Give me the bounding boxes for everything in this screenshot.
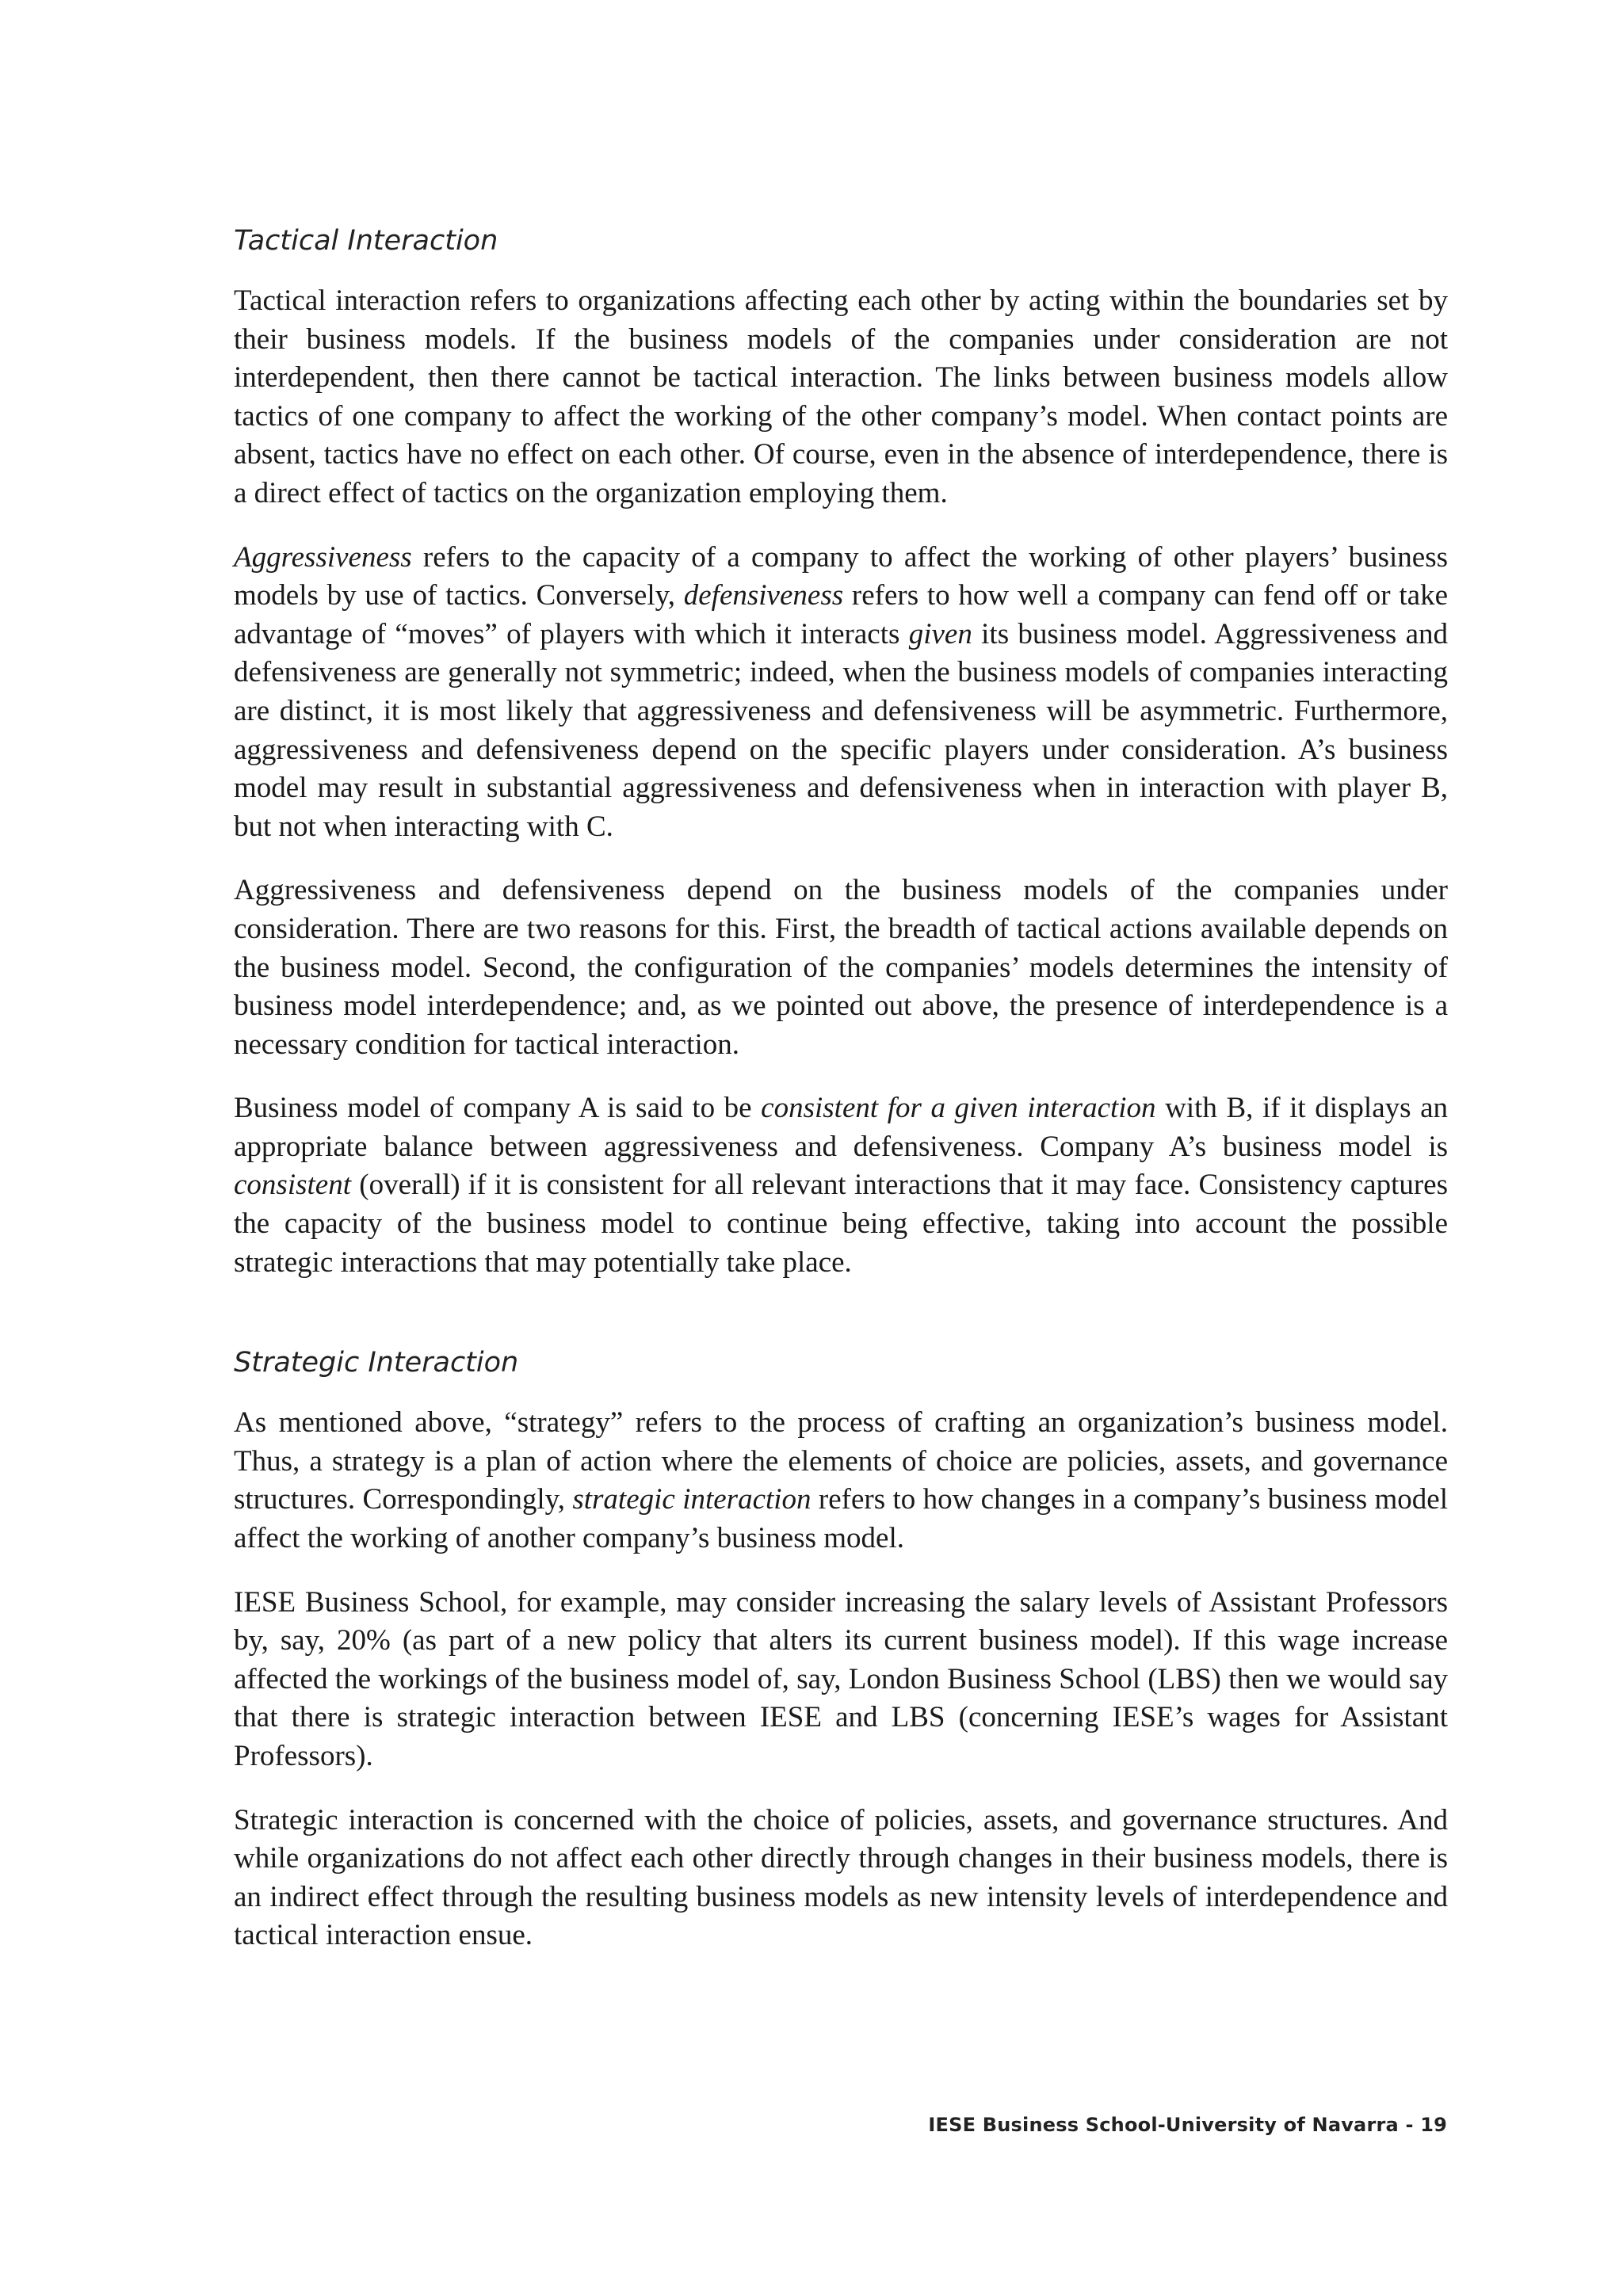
text-span: refers to how well a company can fend off or take advantage of “moves” of players with which it interacts <box>234 579 1449 650</box>
text-span: (overall) if it is consistent for all relevant interactions that it may face. Consistency captures the capacity of the business model to continue being effective, taking into account the possible strategic interactions that may potentially take place. <box>234 1169 1448 1279</box>
text-span: refers to how changes in a company’s business model affect the working of another company’s business model. <box>234 1483 1448 1555</box>
paragraph-tactical-definition: Tactical interaction refers to organizations affecting each other by acting within the boundaries set by their business models. If the business models of the companies under consideration are not interdependent, then there cannot be tactical interaction. The links between business models allow tactics of one company to affect the working of the other company’s model. When contact points are absent, tactics have no effect on each other. Of course, even in the absence of interdependence, there is a direct effect of tactics on the organization employing them. <box>234 284 1448 509</box>
paragraph-aggressiveness <box>234 539 1448 847</box>
term-consistent-given-interaction: consistent for a given interaction <box>761 1092 1156 1125</box>
paragraph-dependence: Aggressiveness and defensiveness depend on the business models of the companies under consideration. There are two reasons for this. First, the breadth of tactical actions available depends on the business model. Second, the configuration of the companies’ models determines the intensity of business model interdependence; and, as we pointed out above, the presence of interdependence is a necessary condition for tactical interaction. <box>234 874 1448 1061</box>
text-span: its business model. Aggressiveness and defensiveness are generally not symmetric; indeed, when the business models of companies interacting are distinct, it is most likely that aggressiveness and defensiveness will be asymmetric. Furthermore, aggressiveness and defensiveness depend on the specific players under consideration. A’s business model may result in substantial aggressiveness and defensiveness when in interaction with player B, but not when interacting with C. <box>234 617 1448 843</box>
term-defensiveness: defensiveness <box>683 579 844 612</box>
text-span: Business model of company A is said to be <box>234 1092 762 1125</box>
section-spacer <box>234 1307 1448 1344</box>
section-heading-strategic: Strategic Interaction <box>234 1347 519 1379</box>
page-footer: IESE Business School-University of Navarra - 19 <box>928 2114 1447 2136</box>
term-strategic-interaction: strategic interaction <box>572 1483 812 1516</box>
paragraph-strategy-definition <box>234 1404 1448 1558</box>
text-span: with B, if it displays an appropriate balance between aggressiveness and defensiveness. Company A’s business model is <box>234 1092 1448 1163</box>
document-page <box>234 222 1448 1981</box>
term-consistent: consistent <box>234 1169 351 1202</box>
paragraph-consistency <box>234 1089 1448 1282</box>
term-aggressiveness: Aggressiveness <box>234 540 412 574</box>
text-span: refers to the capacity of a company to affect the working of other players’ business models by use of tactics. Conversely, <box>234 540 1448 612</box>
paragraph-iese-example: IESE Business School, for example, may consider increasing the salary levels of Assistant Professors by, say, 20% (as part of a new policy that alters its current business model). If this wage increase affected the workings of the business model of, say, London Business School (LBS) then we would say that there is strategic interaction between IESE and LBS (concerning IESE’s wages for Assistant Professors). <box>234 1585 1448 1772</box>
term-given: given <box>908 617 972 650</box>
paragraph-strategic-choice: Strategic interaction is concerned with the choice of policies, assets, and governance structures. And while organizations do not affect each other directly through changes in their business models, there is an indirect effect through the resulting business models as new intensity levels of interdependence and tactical interaction ensue. <box>234 1803 1448 1952</box>
section-heading-tactical: Tactical Interaction <box>234 225 498 257</box>
text-span: As mentioned above, “strategy” refers to the process of crafting an organization’s business model. Thus, a strategy is a plan of action where the elements of choice are policies, assets, and governance structures. Correspondingly, <box>234 1406 1448 1516</box>
